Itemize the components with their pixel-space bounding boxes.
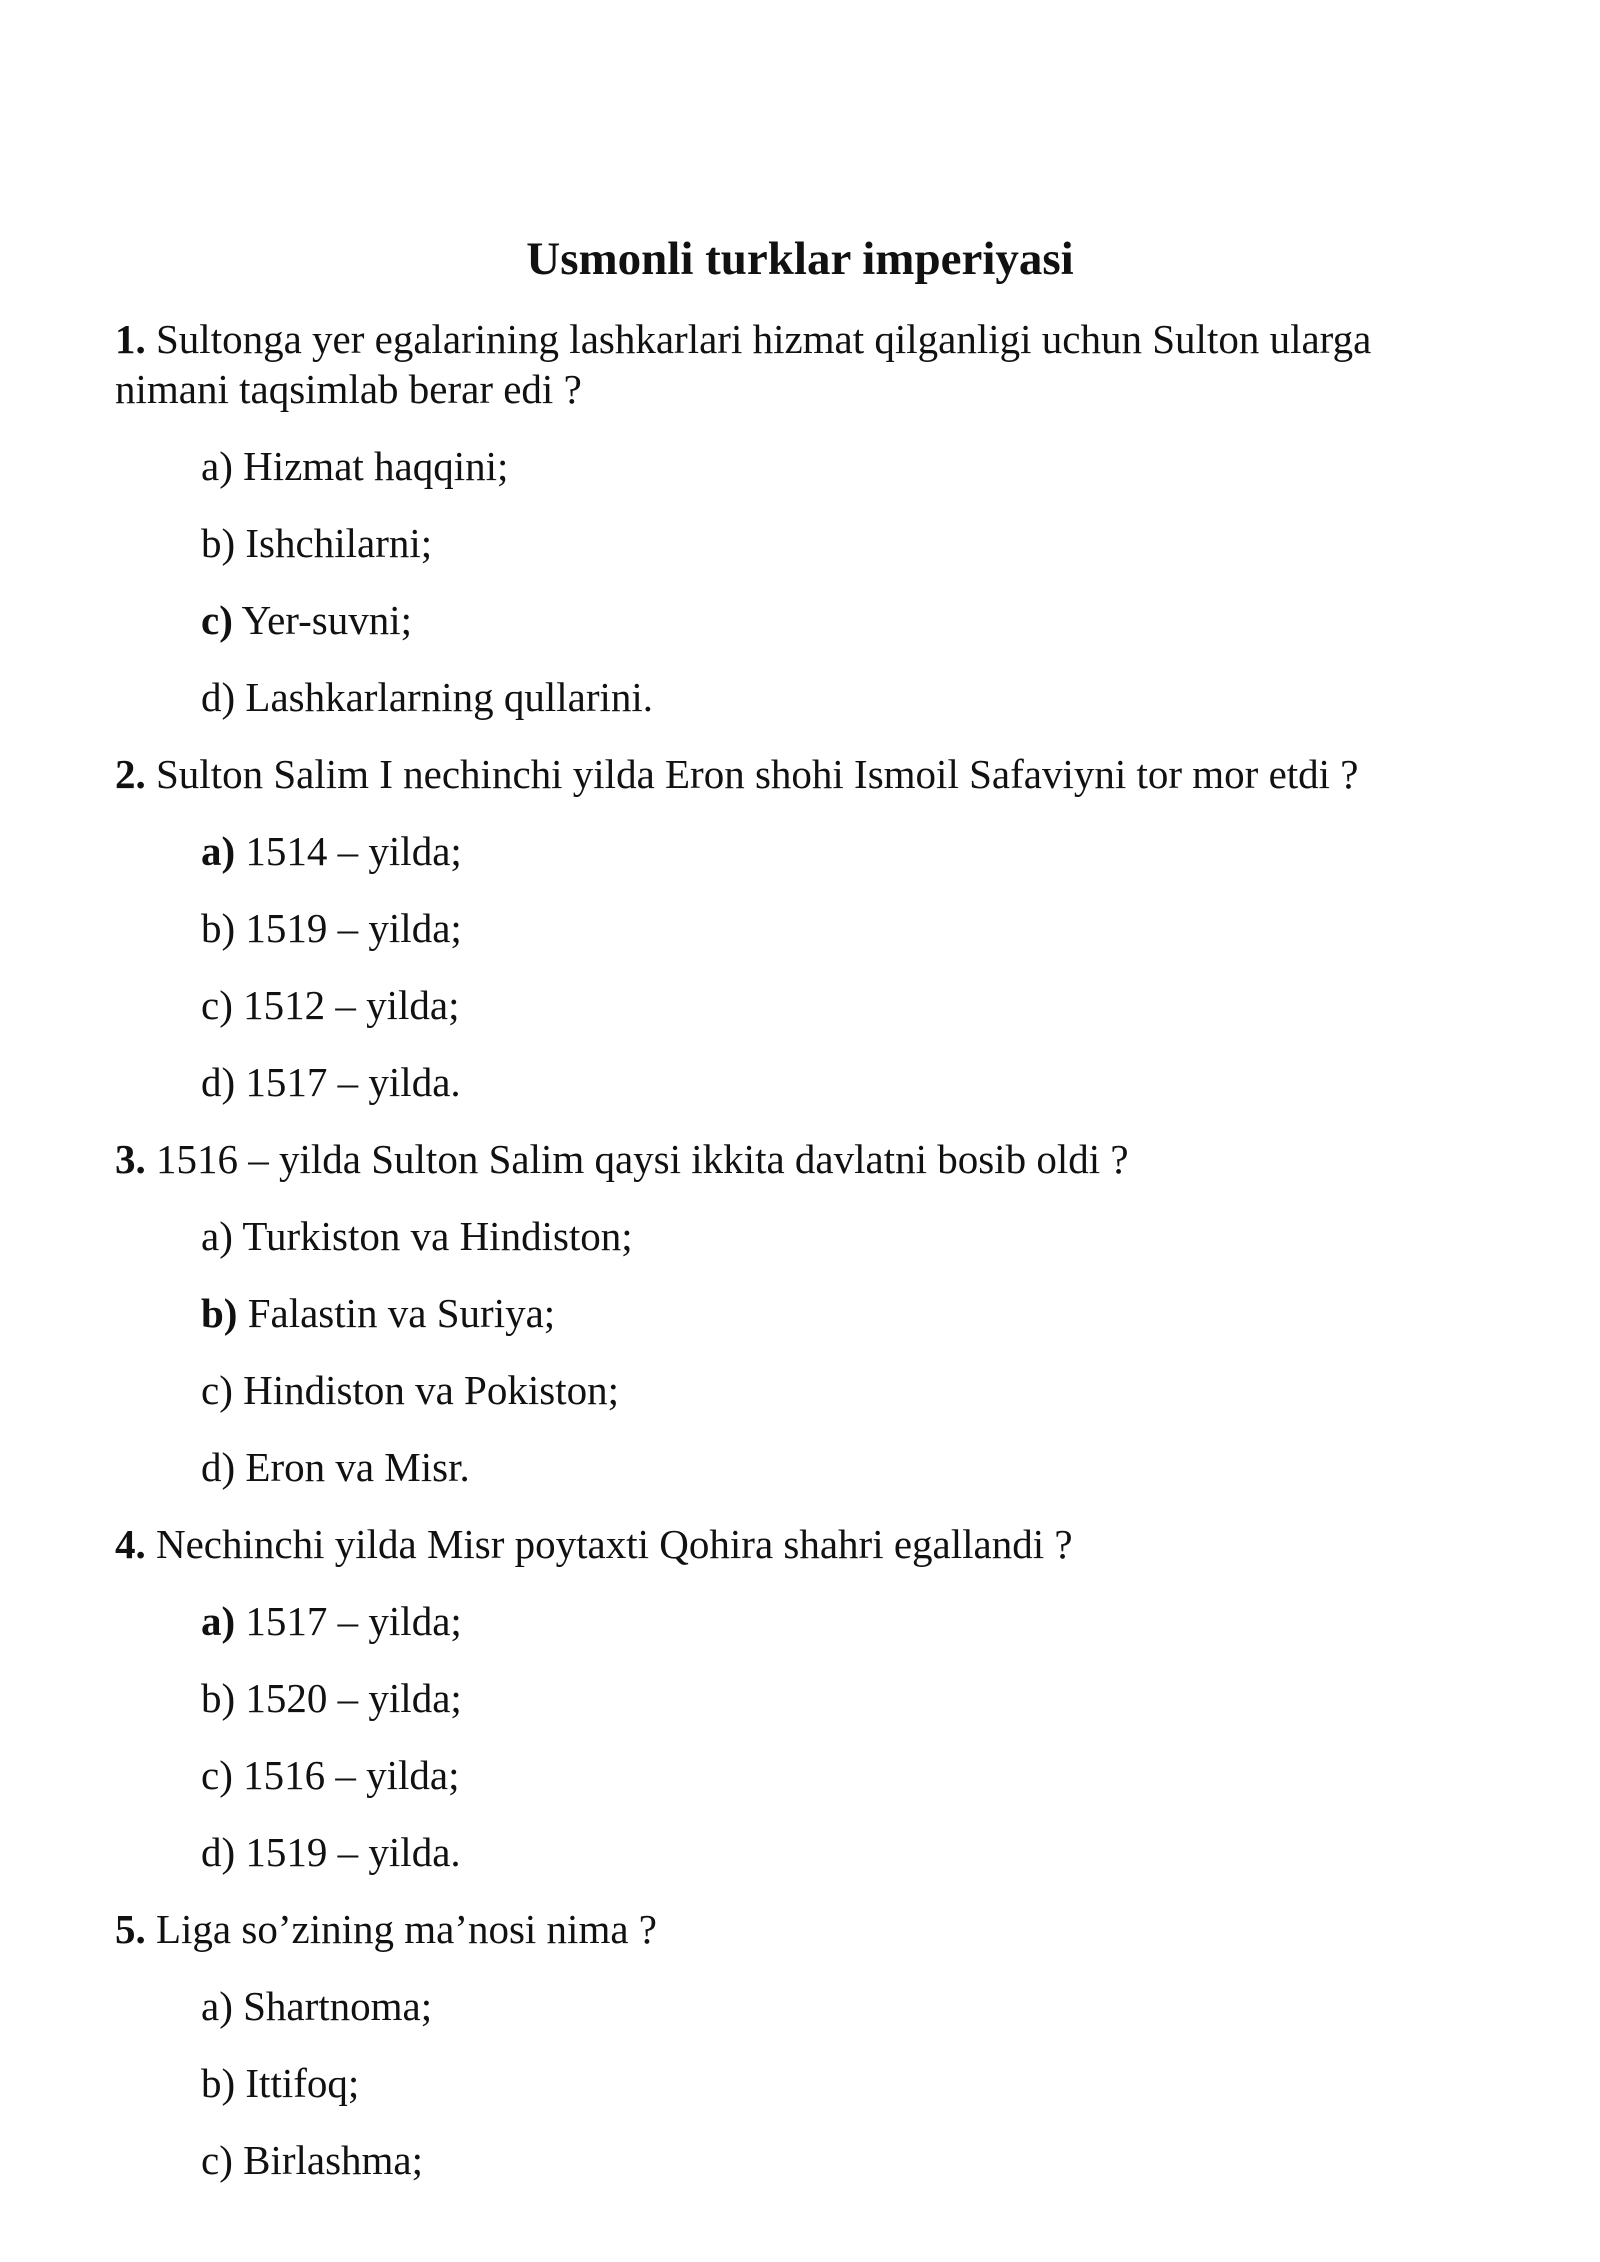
option-letter: c)	[201, 2137, 233, 2183]
question-text: Sultonga yer egalarining lashkarlari hizmat qilganligi uchun Sulton ularga nimani taqsimlab berar edi ?	[115, 316, 1372, 412]
option-letter: a)	[201, 1983, 233, 2029]
option-text: 1516 – yilda;	[243, 1752, 460, 1798]
option-5b	[201, 2058, 1401, 2108]
question-1	[115, 314, 1495, 414]
option-text: Hizmat haqqini;	[243, 443, 509, 489]
option-2d	[201, 1057, 1401, 1107]
option-4d	[201, 1827, 1401, 1877]
question-number: 4.	[115, 1521, 146, 1567]
option-2b	[201, 903, 1401, 953]
option-text: Falastin va Suriya;	[247, 1290, 556, 1336]
option-text: Yer-suvni;	[241, 597, 413, 643]
option-text: Lashkarlarning qullarini.	[245, 674, 654, 720]
question-text: Sulton Salim I nechinchi yilda Eron shohi Ismoil Safaviyni tor mor etdi ?	[156, 751, 1359, 797]
question-number: 3.	[115, 1136, 146, 1182]
option-letter: d)	[201, 1059, 236, 1105]
option-2c	[201, 980, 1401, 1030]
option-4c	[201, 1750, 1401, 1800]
option-letter: d)	[201, 1829, 236, 1875]
option-1c	[201, 595, 1401, 645]
option-letter: d)	[201, 674, 236, 720]
option-2a	[201, 826, 1401, 876]
question-text: 1516 – yilda Sulton Salim qaysi ikkita davlatni bosib oldi ?	[156, 1136, 1129, 1182]
option-letter: d)	[201, 1444, 236, 1490]
option-3c	[201, 1365, 1401, 1415]
option-letter: a)	[201, 828, 236, 874]
option-3a	[201, 1211, 1401, 1261]
option-4a	[201, 1596, 1401, 1646]
option-text: Shartnoma;	[243, 1983, 433, 2029]
option-text: 1519 – yilda;	[245, 905, 462, 951]
option-letter: c)	[201, 982, 233, 1028]
option-letter: c)	[201, 1752, 233, 1798]
option-text: 1512 – yilda;	[243, 982, 460, 1028]
question-text: Nechinchi yilda Misr poytaxti Qohira shahri egallandi ?	[156, 1521, 1073, 1567]
option-text: Turkiston va Hindiston;	[242, 1213, 633, 1259]
question-2	[115, 749, 1495, 799]
option-1a	[201, 441, 1401, 491]
question-number: 1.	[115, 316, 146, 362]
option-1b	[201, 518, 1401, 568]
option-5a	[201, 1981, 1401, 2031]
option-text: 1520 – yilda;	[245, 1675, 462, 1721]
page-title: Usmonli turklar imperiyasi	[526, 233, 1074, 285]
option-text: Ittifoq;	[245, 2060, 360, 2106]
option-letter: b)	[201, 520, 236, 566]
question-4	[115, 1519, 1495, 1569]
option-letter: b)	[201, 905, 236, 951]
option-text: Eron va Misr.	[245, 1444, 470, 1490]
option-5c	[201, 2135, 1401, 2185]
option-text: Ishchilarni;	[245, 520, 433, 566]
option-text: 1519 – yilda.	[245, 1829, 461, 1875]
option-4b	[201, 1673, 1401, 1723]
option-letter: a)	[201, 1213, 233, 1259]
option-letter: b)	[201, 1290, 238, 1336]
question-5	[115, 1904, 1495, 1954]
option-letter: a)	[201, 1598, 236, 1644]
option-letter: c)	[201, 1367, 233, 1413]
option-3b	[201, 1288, 1401, 1338]
question-number: 5.	[115, 1906, 146, 1952]
question-text: Liga so’zining ma’nosi nima ?	[156, 1906, 657, 1952]
option-text: Hindiston va Pokiston;	[243, 1367, 619, 1413]
option-letter: a)	[201, 443, 233, 489]
option-text: 1514 – yilda;	[245, 828, 462, 874]
option-1d	[201, 672, 1401, 722]
option-letter: b)	[201, 1675, 236, 1721]
option-text: Birlashma;	[243, 2137, 424, 2183]
option-3d	[201, 1442, 1401, 1492]
option-letter: c)	[201, 597, 233, 643]
option-text: 1517 – yilda.	[245, 1059, 461, 1105]
question-number: 2.	[115, 751, 146, 797]
option-text: 1517 – yilda;	[245, 1598, 462, 1644]
question-3	[115, 1134, 1495, 1184]
option-letter: b)	[201, 2060, 236, 2106]
